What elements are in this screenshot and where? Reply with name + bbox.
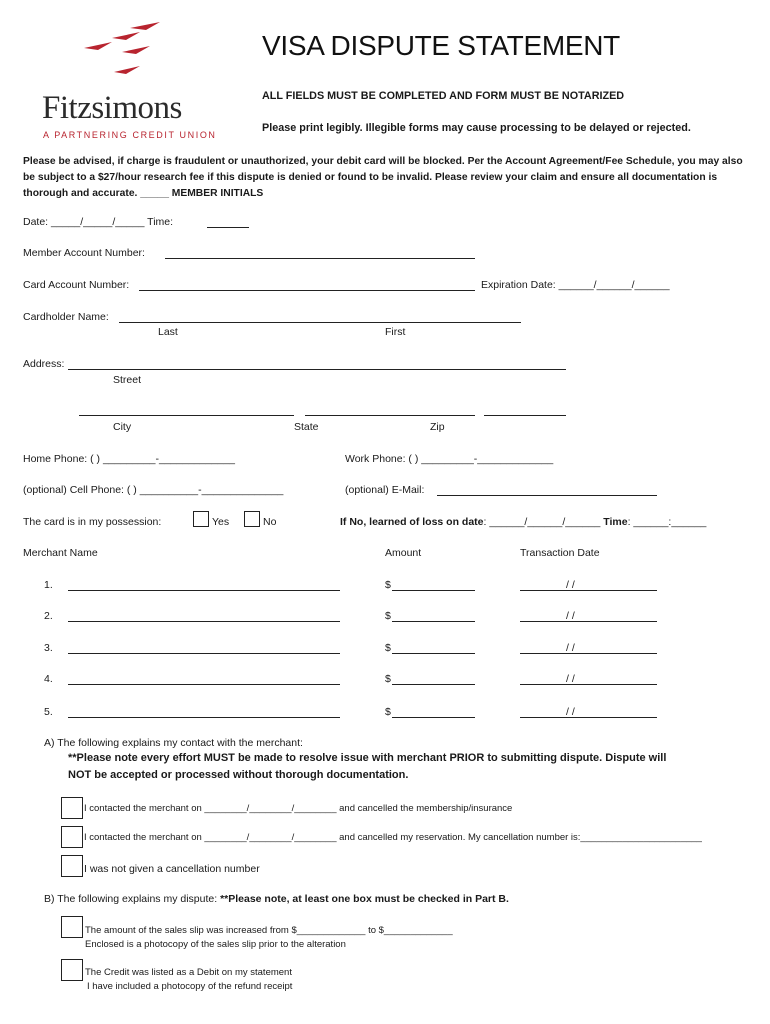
contact-cancel-membership-label: I contacted the merchant on ________/________/________ and cancelled the membership/insurance: [84, 803, 513, 814]
contact-cancel-reservation-checkbox[interactable]: [61, 826, 83, 848]
amount-input[interactable]: [392, 621, 475, 622]
dollar-sign: $: [385, 706, 391, 718]
credit-as-debit-label: The Credit was listed as a Debit on my statement: [85, 967, 292, 978]
zip-input[interactable]: [484, 415, 566, 416]
state-caption: State: [294, 421, 319, 433]
merchant-name-header: Merchant Name: [23, 547, 98, 559]
row-number: 1.: [44, 579, 53, 591]
no-cancellation-number-checkbox[interactable]: [61, 855, 83, 877]
page-title: VISA DISPUTE STATEMENT: [262, 30, 620, 61]
possession-label: The card is in my possession:: [23, 516, 162, 528]
amount-input[interactable]: [392, 684, 475, 685]
street-input[interactable]: [68, 369, 566, 370]
possession-yes-label: Yes: [212, 516, 230, 528]
credit-as-debit-sublabel: I have included a photocopy of the refund receipt: [87, 981, 293, 992]
dollar-sign: $: [385, 642, 391, 654]
card-account-input[interactable]: [139, 290, 475, 291]
section-a-note-line1: **Please note every effort MUST be made to resolve issue with merchant PRIOR to submitting dispute. Dispute will: [68, 752, 667, 764]
dollar-sign: $: [385, 579, 391, 591]
time-input[interactable]: [207, 227, 249, 228]
email-label: (optional) E-Mail:: [345, 484, 425, 496]
advisory-notice: Please be advised, if charge is fraudulent or unauthorized, your debit card will be blocked. Per the Account Agreement/Fee Schedule, you may also be subject to a $27/hour research fee if this dispute is denied or found to be invalid. Please review your claim and ensure all documentation is thorough and accurate. _____ MEMBER INITIALS: [23, 156, 743, 199]
row-number: 5.: [44, 706, 53, 718]
member-account-input[interactable]: [165, 258, 475, 259]
work-phone-field[interactable]: Work Phone: ( ) _________-_____________: [345, 453, 554, 465]
possession-no-label: No: [263, 516, 277, 528]
last-name-caption: Last: [158, 326, 178, 338]
dollar-sign: $: [385, 610, 391, 622]
amount-input[interactable]: [392, 653, 475, 654]
city-caption: City: [113, 421, 132, 433]
first-name-caption: First: [385, 326, 406, 338]
loss-time-label: Time: [603, 516, 628, 528]
loss-date-field[interactable]: [340, 516, 706, 528]
contact-cancel-reservation-label: I contacted the merchant on ________/________/________ and cancelled my reservation. My cancellation number is:_______________________: [84, 832, 702, 843]
transaction-date-header: Transaction Date: [520, 547, 600, 559]
no-cancellation-number-label: I was not given a cancellation number: [84, 863, 260, 875]
date-separators: / /: [566, 673, 575, 685]
credit-as-debit-checkbox[interactable]: [61, 959, 83, 981]
date-time-label: Date: _____/_____/_____ Time:: [23, 216, 174, 228]
amount-header: Amount: [385, 547, 422, 559]
city-input[interactable]: [79, 415, 294, 416]
amount-increased-label: The amount of the sales slip was increased from $_____________ to $_____________: [85, 925, 453, 936]
possession-no-checkbox[interactable]: [244, 511, 260, 527]
amount-increased-sublabel: Enclosed is a photocopy of the sales slip prior to the alteration: [85, 939, 346, 950]
transaction-date-input[interactable]: [520, 590, 657, 591]
date-separators: / /: [566, 706, 575, 718]
address-label: Address:: [23, 358, 65, 370]
merchant-name-input[interactable]: [68, 717, 340, 718]
transaction-date-input[interactable]: [520, 621, 657, 622]
section-a-heading: A) The following explains my contact with the merchant:: [44, 737, 303, 749]
date-separators: / /: [566, 642, 575, 654]
form-subtitle: ALL FIELDS MUST BE COMPLETED AND FORM MUST BE NOTARIZED: [262, 90, 625, 102]
print-instruction: Please print legibly. Illegible forms may cause processing to be delayed or rejected.: [262, 122, 691, 134]
merchant-name-input[interactable]: [68, 590, 340, 591]
row-number: 3.: [44, 642, 53, 654]
contact-cancel-membership-checkbox[interactable]: [61, 797, 83, 819]
loss-time-value: : ______:______: [627, 516, 707, 528]
fitzsimons-logo-mark: [78, 20, 168, 80]
transaction-date-input[interactable]: [520, 717, 657, 718]
section-b-title: B) The following explains my dispute:: [44, 893, 221, 905]
amount-input[interactable]: [392, 717, 475, 718]
section-b-note: **Please note, at least one box must be checked in Part B.: [220, 893, 509, 905]
email-input[interactable]: [437, 495, 657, 496]
loss-date-value: : ______/______/______: [483, 516, 604, 528]
zip-caption: Zip: [430, 421, 445, 433]
possession-yes-checkbox[interactable]: [193, 511, 209, 527]
date-separators: / /: [566, 579, 575, 591]
cardholder-label: Cardholder Name:: [23, 311, 109, 323]
state-input[interactable]: [305, 415, 475, 416]
date-separators: / /: [566, 610, 575, 622]
section-a-note-line2: NOT be accepted or processed without thorough documentation.: [68, 769, 409, 781]
merchant-name-input[interactable]: [68, 653, 340, 654]
home-phone-field[interactable]: Home Phone: ( ) _________-_____________: [23, 453, 235, 465]
brand-tagline: A PARTNERING CREDIT UNION: [43, 130, 217, 140]
amount-increased-checkbox[interactable]: [61, 916, 83, 938]
merchant-name-input[interactable]: [68, 621, 340, 622]
street-caption: Street: [113, 374, 142, 386]
dollar-sign: $: [385, 673, 391, 685]
card-account-label: Card Account Number:: [23, 279, 130, 291]
loss-date-label: If No, learned of loss on date: [340, 516, 484, 528]
section-b-heading: [44, 893, 509, 905]
merchant-name-input[interactable]: [68, 684, 340, 685]
amount-input[interactable]: [392, 590, 475, 591]
transaction-date-input[interactable]: [520, 653, 657, 654]
cell-phone-field[interactable]: (optional) Cell Phone: ( ) __________-______________: [23, 484, 284, 496]
transaction-date-input[interactable]: [520, 684, 657, 685]
cardholder-input[interactable]: [119, 322, 521, 323]
member-account-label: Member Account Number:: [23, 247, 145, 259]
expiration-date-field[interactable]: Expiration Date: ______/______/______: [481, 279, 670, 291]
row-number: 4.: [44, 673, 53, 685]
row-number: 2.: [44, 610, 53, 622]
brand-name: Fitzsimons: [42, 90, 182, 126]
